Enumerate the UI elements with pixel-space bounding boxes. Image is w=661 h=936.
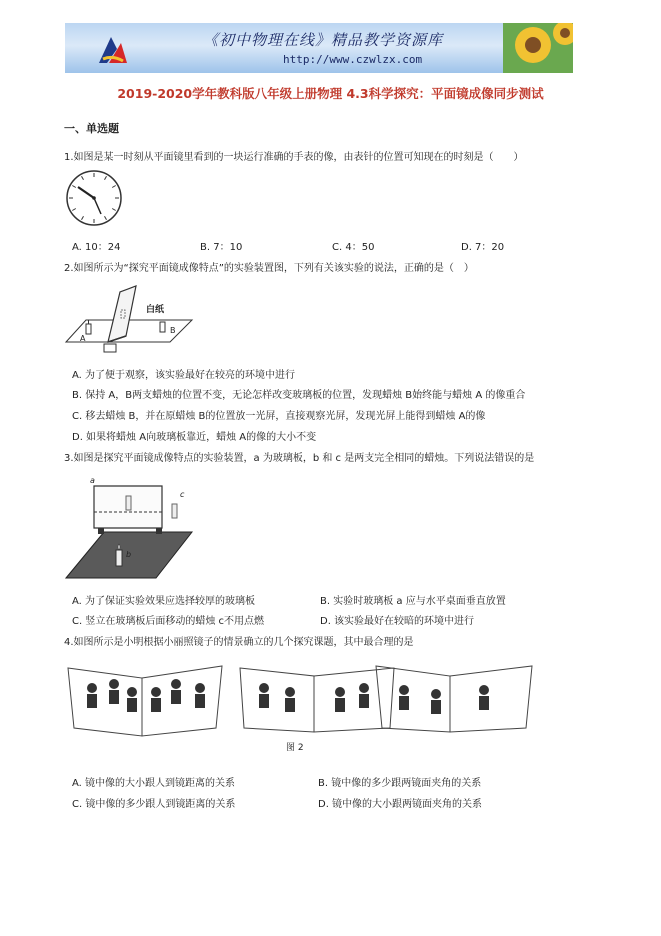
q2-option-a[interactable]: A. 为了便于观察，该实验最好在较亮的环境中进行 — [72, 370, 296, 381]
figure-label-candle-b: b — [126, 550, 132, 559]
banner-site-name: 《初中物理在线》精品教学资源库 — [203, 31, 444, 49]
figure-caption: 图 2 — [286, 743, 304, 753]
question-3-stem: 3.如图是探究平面镜成像特点的实验装置，a 为玻璃板，b 和 c 是两支完全相同的蜡烛。下列说法错误的是 — [64, 453, 535, 464]
figure-label-a: A — [80, 334, 86, 343]
q2-option-b[interactable]: B. 保持 A，B两支蜡烛的位置不变，无论怎样改变玻璃板的位置，发现蜡烛 B始终能与蜡烛 A 的像重合 — [72, 390, 526, 401]
banner-url: http://www.czwlzx.com — [283, 53, 423, 66]
q1-option-d[interactable]: D. 7：20 — [461, 242, 505, 253]
question-4-stem: 4.如图所示是小明根据小丽照镜子的情景确立的几个探究课题，其中最合理的是 — [64, 637, 414, 648]
figure-label-white-paper: 白纸 — [146, 305, 165, 315]
question-2-stem: 2.如图所示为“探究平面镜成像特点”的实验装置图，下列有关该实验的说法，正确的是（ ） — [64, 263, 474, 274]
figure-label-b: B — [170, 326, 176, 335]
figure-label-candle-c: c — [180, 490, 185, 499]
document-title: 2019-2020学年教科版八年级上册物理 4.3科学探究：平面镜成像同步测试 — [117, 86, 544, 101]
q4-option-a[interactable]: A. 镜中像的大小跟人到镜距离的关系 — [72, 778, 236, 789]
q3-option-b[interactable]: B. 实验时玻璃板 a 应与水平桌面垂直放置 — [320, 596, 506, 607]
q1-option-a[interactable]: A. 10：24 — [72, 242, 121, 253]
q4-option-b[interactable]: B. 镜中像的多少跟两镜面夹角的关系 — [318, 778, 482, 789]
mirror-setup-figure-1 — [64, 280, 194, 355]
mirror-setup-figure-2 — [64, 472, 194, 582]
q3-option-c[interactable]: C. 竖立在玻璃板后面移动的蜡烛 c不用点燃 — [72, 616, 265, 627]
q2-option-d[interactable]: D. 如果将蜡烛 A向玻璃板靠近，蜡烛 A的像的大小不变 — [72, 432, 317, 443]
q2-option-c[interactable]: C. 移去蜡烛 B，并在原蜡烛 B的位置放一光屏，直接观察光屏，发现光屏上能得到蜡烛 A的像 — [72, 411, 486, 422]
clock-figure — [64, 168, 124, 228]
sunflower-icon — [503, 23, 573, 73]
header-banner — [65, 23, 573, 73]
q1-option-c[interactable]: C. 4：50 — [332, 242, 375, 253]
q3-option-d[interactable]: D. 该实验最好在较暗的环境中进行 — [320, 616, 475, 627]
q1-option-b[interactable]: B. 7：10 — [200, 242, 243, 253]
q3-option-a[interactable]: A. 为了保证实验效果应选择较厚的玻璃板 — [72, 596, 256, 607]
section-heading: 一、单选题 — [64, 122, 119, 135]
question-1-stem: 1.如图是某一时刻从平面镜里看到的一块运行准确的手表的像，由表针的位置可知现在的时刻是（ ） — [64, 152, 524, 163]
figure-label-glass-a: a — [90, 476, 95, 485]
q4-option-c[interactable]: C. 镜中像的多少跟人到镜距离的关系 — [72, 799, 236, 810]
mirror-images-figure — [64, 658, 604, 740]
q4-option-d[interactable]: D. 镜中像的大小跟两镜面夹角的关系 — [318, 799, 483, 810]
site-logo-icon — [93, 33, 133, 69]
